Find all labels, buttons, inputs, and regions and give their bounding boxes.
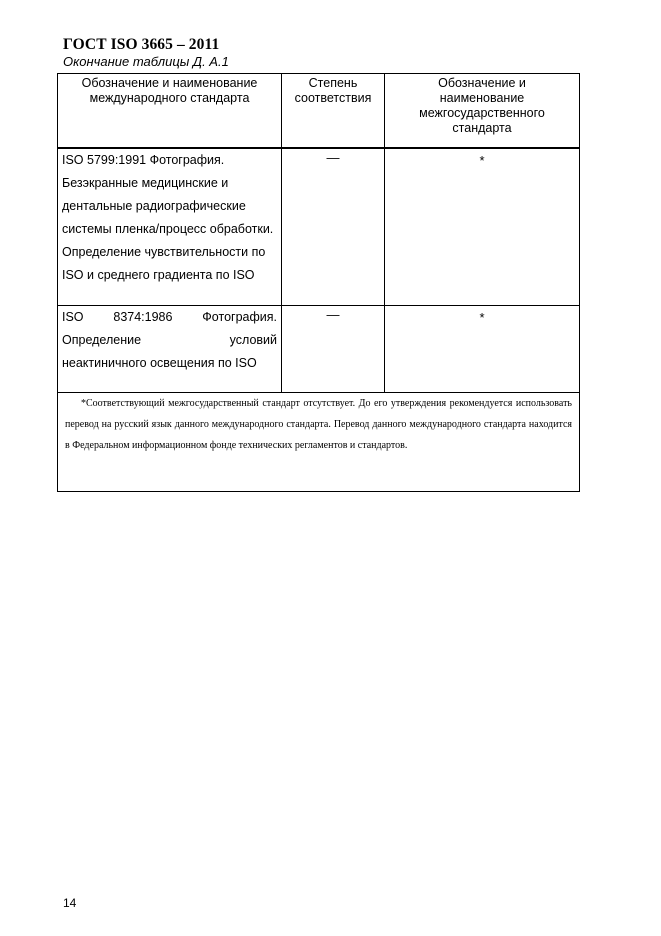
column-header-label: Обозначение и наименование межгосударственного стандарта [419,76,545,135]
standards-table [57,73,580,492]
degree-cell: — [282,305,385,392]
footnote-cell [58,392,580,491]
table-row [58,305,580,392]
footnote-row [58,392,580,491]
document-title: ГОСТ ISO 3665 – 2011 [63,36,220,53]
page-number: 14 [63,896,77,910]
interstate-standard-cell: * [385,305,580,392]
footnote-text: *Соответствующий межгосударственный стандарт отсутствует. До его утверждения рекомендуется использовать перевод на русский язык данного международного стандарта. Перевод данного международного стандарта находится в Федеральном информационном фонде технических регламентов и стандартов. [65,397,572,451]
column-header-label: Степень соответствия [294,76,372,105]
column-header-degree [282,74,385,148]
table-caption: Окончание таблицы Д. А.1 [63,54,229,69]
table-header-row [58,74,580,148]
international-standard-cell: ISO 8374:1986 Фотография. Определение условий неактиничного освещения по ISO [58,305,282,392]
table-row [58,148,580,306]
degree-cell: — [282,148,385,306]
international-standard-cell: ISO 5799:1991 Фотография. Безэкранные медицинские и дентальные радиографические системы пленка/процесс обработки. Определение чувствительности по ISO и среднего градиента по ISO [58,148,282,306]
column-header-international-standard [58,74,282,148]
column-header-interstate-standard [385,74,580,148]
interstate-standard-cell: * [385,148,580,306]
column-header-label: Обозначение и наименование международного стандарта [81,76,258,105]
